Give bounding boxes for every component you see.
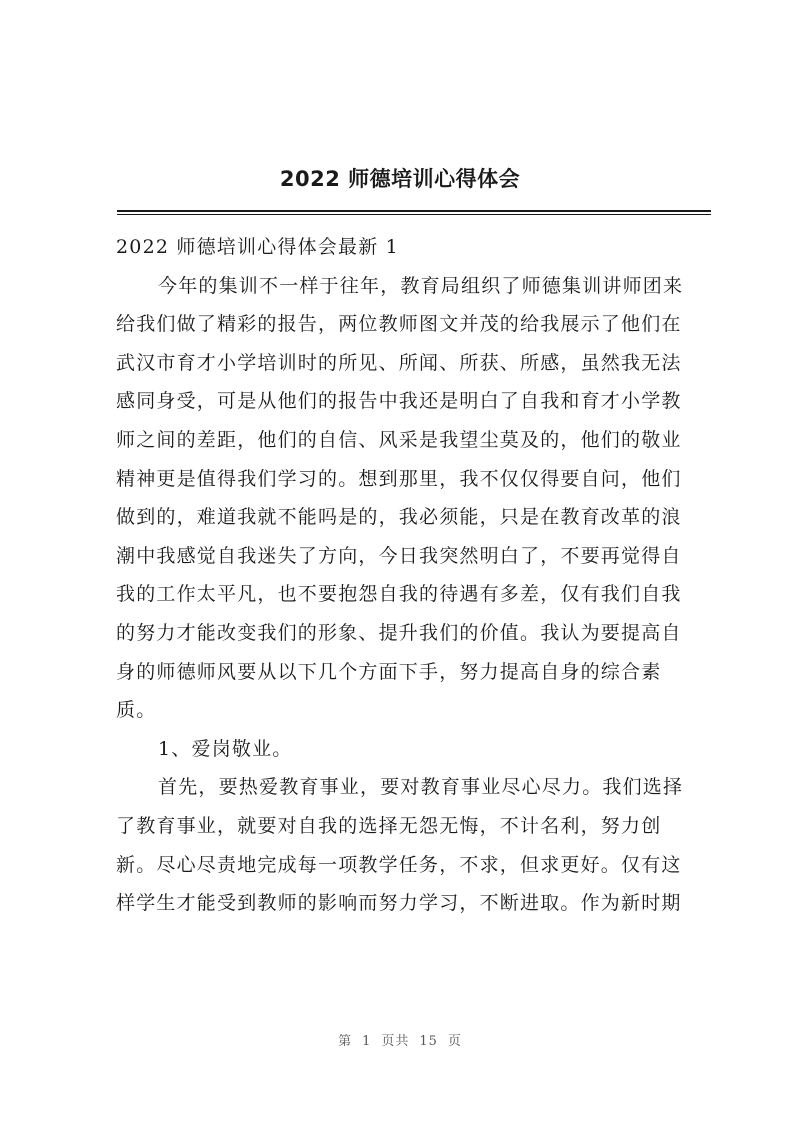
paragraph-line: 身的师德师风要从以下几个方面下手，努力提高自身的综合素	[116, 660, 662, 683]
paragraph-line: 首先，要热爱教育事业，要对教育事业尽心尽力。我们选择	[158, 776, 684, 799]
paragraph-line: 质。	[116, 699, 157, 722]
paragraph-line: 我的工作太平凡，也不要抱怨自我的待遇有多差，仅有我们自我	[116, 583, 682, 606]
paragraph-line: 给我们做了精彩的报告，两位教师图文并茂的给我展示了他们在	[116, 313, 682, 336]
paragraph-line: 了教育事业，就要对自我的选择无怨无悔，不计名利，努力创	[116, 814, 662, 837]
paragraph-line: 样学生才能受到教师的影响而努力学习，不断进取。作为新时期	[116, 892, 682, 915]
section-heading: 1、爱岗敬业。	[158, 737, 293, 760]
paragraph-line: 的努力才能改变我们的形象、提升我们的价值。我认为要提高自	[116, 621, 682, 644]
section-subtitle: 2022 师德培训心得体会最新 1	[116, 236, 399, 258]
footer-prefix: 第	[338, 1034, 353, 1049]
paragraph-line: 武汉市育才小学培训时的所见、所闻、所获、所感，虽然我无法	[116, 351, 682, 374]
document-body	[116, 228, 716, 923]
title-divider-thick	[117, 210, 711, 212]
footer-page-number: 1	[362, 1034, 372, 1049]
title-divider-thin	[117, 214, 711, 215]
paragraph-line: 做到的，难道我就不能吗是的，我必须能，只是在教育改革的浪	[116, 506, 682, 529]
paragraph-line: 新。尽心尽责地完成每一项教学任务，不求，但求更好。仅有这	[116, 853, 682, 876]
paragraph-line: 精神更是值得我们学习的。想到那里，我不仅仅得要自问，他们	[116, 467, 682, 490]
footer-suffix: 页	[447, 1034, 462, 1049]
page-title: 2022 师德培训心得体会	[279, 167, 521, 191]
paragraph-line: 潮中我感觉自我迷失了方向，今日我突然明白了，不要再觉得自	[116, 544, 682, 567]
paragraph-line: 感同身受，可是从他们的报告中我还是明白了自我和育才小学教	[116, 390, 682, 413]
footer-middle: 页共	[381, 1034, 410, 1049]
footer-total-pages: 15	[419, 1034, 438, 1049]
paragraph-line: 师之间的差距，他们的自信、风采是我望尘莫及的，他们的敬业	[116, 428, 682, 451]
page-footer	[0, 1030, 800, 1049]
paragraph-line: 今年的集训不一样于往年，教育局组织了师德集训讲师团来	[158, 274, 684, 297]
